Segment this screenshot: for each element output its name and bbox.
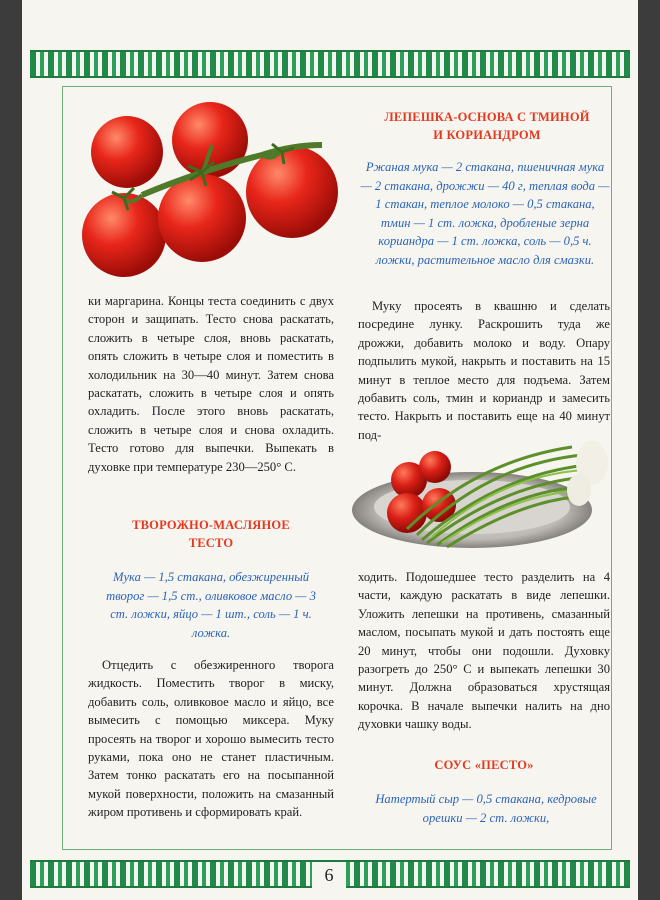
vegetables-plate-image	[347, 425, 612, 565]
book-page	[22, 0, 638, 900]
recipe-ingredients-pesto: Натертый сыр — 0,5 стакана, кедровые орешки — 2 ст. ложки,	[375, 792, 597, 825]
recipe-ingredients-lepeshka: Ржаная мука — 2 стакана, пшеничная мука — 2 стакана, дрожжи — 40 г, теплая вода — 1 стакан, теплое молоко — 0,5 стакана, тмин — 1 ст. ложка, дробленые зерна кориандра — 1 ст. ложка, соль — 0,5 ч. ложки, растительное масло для смазки.	[360, 160, 610, 267]
recipe-title-lepeshka: ЛЕПЕШКА-ОСНОВА С ТМИНОЙ И КОРИАНДРОМ	[384, 110, 590, 142]
left-column-top-text: ки маргарина. Концы теста соединить с двух сторон и защипать. Тесто снова раскатать, сложить в четыре слоя, вновь раскатать, опять сложить в четыре слоя и поместить в холодильник на 30—40 минут. Затем снова раскатать, сложить в четыре слоя и опять охладить. После этого вновь раскатать, сложить в четыре слоя и снова охладить. Тесто готово для выпечки. Выпекать в духовке при температуре 230—250° С.	[88, 294, 334, 474]
recipe-title-tvorozhno-maslyanoe: ТВОРОЖНО-МАСЛЯНОЕ ТЕСТО	[132, 518, 290, 550]
recipe-text-lepeshka-part2: ходить. Подошедшее тесто разделить на 4 части, каждую раскатать в виде лепешки. Уложить лепешки на противень, смазанный маслом, посыпать мукой и дать постоять еще 20 минут, чтобы они подошли. Духовку разогреть до 250° С и выпекать лепешки 30 минут. Должна образоваться хрустящая корочка. В начале выпечки налить на дно духовки чашку воды.	[358, 570, 610, 732]
tomatoes-image	[82, 100, 352, 280]
page-number: 6	[312, 862, 346, 888]
recipe-title-pesto: СОУС «ПЕСТО»	[434, 758, 534, 772]
ornament-border-top	[30, 50, 630, 78]
recipe-ingredients-tvorozhno-maslyanoe: Мука — 1,5 стакана, обезжиренный творог — 1,5 ст., оливковое масло — 3 ст. ложки, яйцо — 1 шт., соль — 1 ч. ложка.	[106, 570, 316, 640]
recipe-text-tvorozhno-maslyanoe: Отцедить с обезжиренного творога жидкость. Поместить творог в миску, добавить соль, оливковое масло и яйцо, все вымесить с помощью миксера. Муку просеять на творог и хорошо вымесить тесто руками, пока оно не станет пластичным. Затем тонко раскатать его на посыпанной мукой поверхности, положить на смазанный жиром противень и сформировать край.	[88, 658, 334, 820]
recipe-text-lepeshka-part1: Муку просеять в квашню и сделать посредине лунку. Раскрошить туда же дрожжи, добавить молоко и воду. Опару подпылить мукой, накрыть и поставить на 15 минут в теплое место для подъема. Затем добавить соль, тмин и кориандр и замесить тесто. Накрыть и поставить еще на 40 минут под-	[358, 299, 610, 442]
